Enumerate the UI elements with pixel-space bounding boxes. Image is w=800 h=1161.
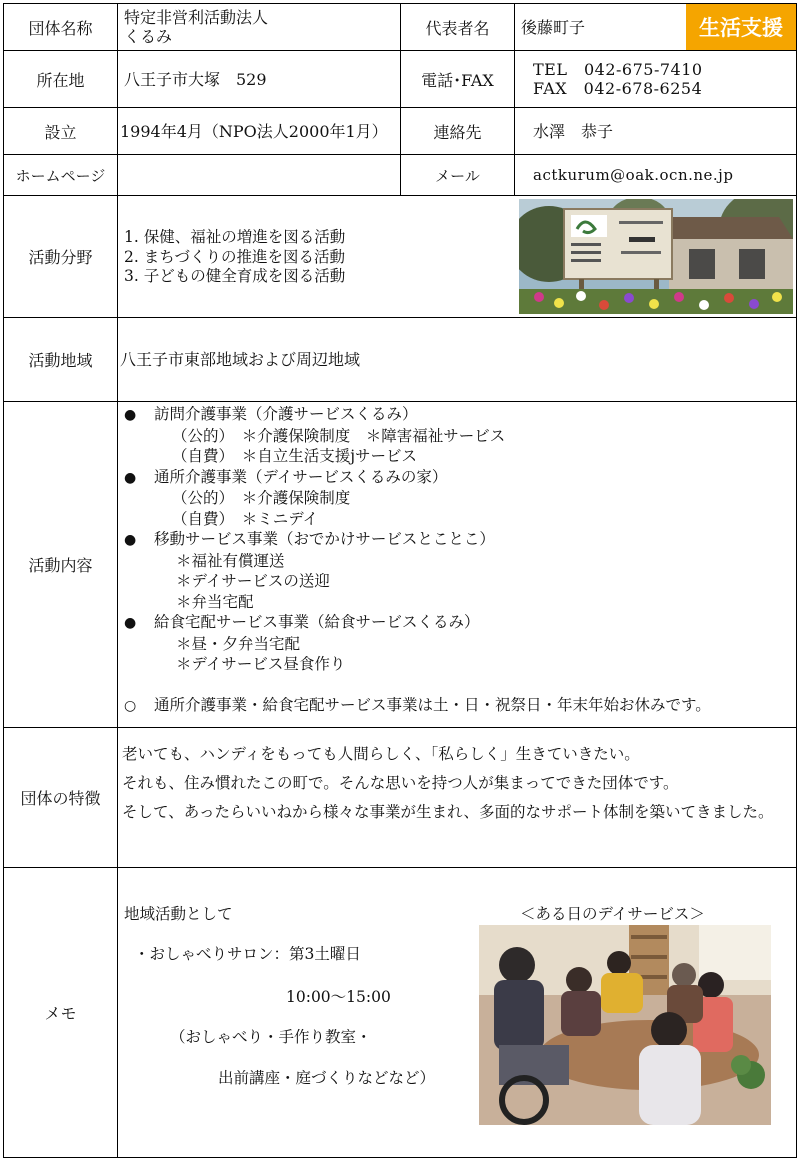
field-item: 1. 保健、福祉の増進を図る活動 (124, 228, 346, 246)
fax-number: FAX 042-678-6254 (533, 79, 703, 98)
filled-bullet: ● (124, 615, 137, 631)
fields-label: 活動分野 (3, 195, 118, 318)
rep-value (514, 3, 797, 51)
area-value: 八王子市東部地域および周辺地域 (117, 317, 797, 402)
field-item: 2. まちづくりの推進を図る活動 (124, 247, 346, 266)
org-profile-sheet (3, 3, 797, 1158)
memo-line-4: （おしゃべり・手作り教室・ (170, 1028, 372, 1046)
org-name-line2: くるみ (124, 27, 173, 46)
contact-value: 水澤 恭子 (514, 107, 797, 155)
day-service-photo (479, 925, 771, 1125)
tel-number: TEL 042-675-7410 (533, 60, 703, 79)
mail-address[interactable]: actkurum@oak.ocn.ne.jp (533, 165, 734, 184)
features-value (117, 727, 797, 868)
org-name-value (117, 3, 401, 51)
activity-item: ＊福祉有償運送 (176, 551, 285, 570)
features-text (122, 740, 773, 827)
contact-label: 連絡先 (400, 107, 515, 155)
activity-heading: ● 通所介護事業（デイサービスくるみの家） (124, 467, 711, 489)
memo-line-2: ・おしゃべりサロン：第3土曜日 (134, 945, 361, 963)
photo-caption: ＜ある日のデイサービス＞ (520, 905, 705, 923)
activities-label: 活動内容 (3, 401, 118, 728)
filled-bullet: ● (124, 532, 137, 548)
activity-item: （自費） ＊自立生活支援jサービス (172, 447, 418, 465)
tel-fax-value (514, 50, 797, 108)
activity-heading: ● 移動サービス事業（おでかけサービスとことこ） (124, 529, 711, 551)
activity-item: ＊デイサービス昼食作り (176, 655, 346, 673)
area-label: 活動地域 (3, 317, 118, 402)
org-name-label: 団体名称 (3, 3, 118, 51)
activity-item: （公的） ＊介護保険制度 (172, 489, 351, 507)
activity-heading: ● 訪問介護事業（介護サービスくるみ） (124, 404, 711, 426)
activity-item: （公的） ＊介護保険制度 ＊障害福祉サービス (172, 426, 506, 445)
established-value: 1994年4月（NPO法人2000年1月） (117, 107, 401, 155)
homepage-value[interactable] (117, 154, 401, 196)
activities-value (117, 401, 797, 728)
address-label: 所在地 (3, 50, 118, 108)
filled-bullet: ● (124, 469, 137, 486)
category-badge: 生活支援 (686, 4, 796, 51)
features-label: 団体の特徴 (3, 727, 118, 868)
org-name-line1: 特定非営利活動法人 (124, 8, 269, 27)
mail-label: メール (400, 154, 515, 196)
day-service-photo-image (479, 925, 771, 1125)
fields-list (124, 228, 345, 287)
homepage-label: ホームページ (3, 154, 118, 196)
memo-line-1: 地域活動として (124, 905, 233, 923)
memo-line-5: 出前講座・庭づくりなどなど） (218, 1069, 436, 1087)
open-bullet: ○ (124, 697, 137, 714)
activity-heading: ● 給食宅配サービス事業（給食サービスくるみ） (124, 612, 711, 634)
filled-bullet: ● (124, 407, 137, 423)
feature-line: 老いても、ハンディをもっても人間らしく、「私らしく」生きていきたい。 (122, 745, 640, 763)
activity-note: ○ 通所介護事業・給食宅配サービス事業は土・日・祝祭日・年末年始お休みです。 (124, 695, 711, 717)
memo-line-3: 10:00～15:00 (286, 988, 391, 1006)
memo-value (117, 867, 797, 1158)
activity-item: ＊昼・夕弁当宅配 (176, 634, 301, 653)
building-photo-image (519, 199, 793, 314)
mail-value[interactable] (514, 154, 797, 196)
tel-fax-label: 電話･FAX (400, 50, 515, 108)
fields-value (117, 195, 797, 318)
rep-name: 後藤町子 (521, 17, 586, 37)
rep-label: 代表者名 (400, 3, 515, 51)
activity-item: ＊デイサービスの送迎 (176, 572, 330, 590)
feature-line: それも、住み慣れたこの町で。そんな思いを持つ人が集まってできた団体です。 (122, 774, 679, 792)
feature-line: そして、あったらいいねから様々な事業が生まれ、多面的なサポート体制を築いてきました。 (122, 803, 774, 821)
field-item: 3. 子どもの健全育成を図る活動 (124, 267, 346, 285)
address-value: 八王子市大塚 529 (117, 50, 401, 108)
activities-list (124, 404, 711, 716)
activity-item: ＊弁当宅配 (176, 592, 254, 611)
activity-item: （自費） ＊ミニデイ (172, 509, 319, 528)
memo-label: メモ (3, 867, 118, 1158)
building-photo (519, 199, 793, 314)
established-label: 設立 (3, 107, 118, 155)
